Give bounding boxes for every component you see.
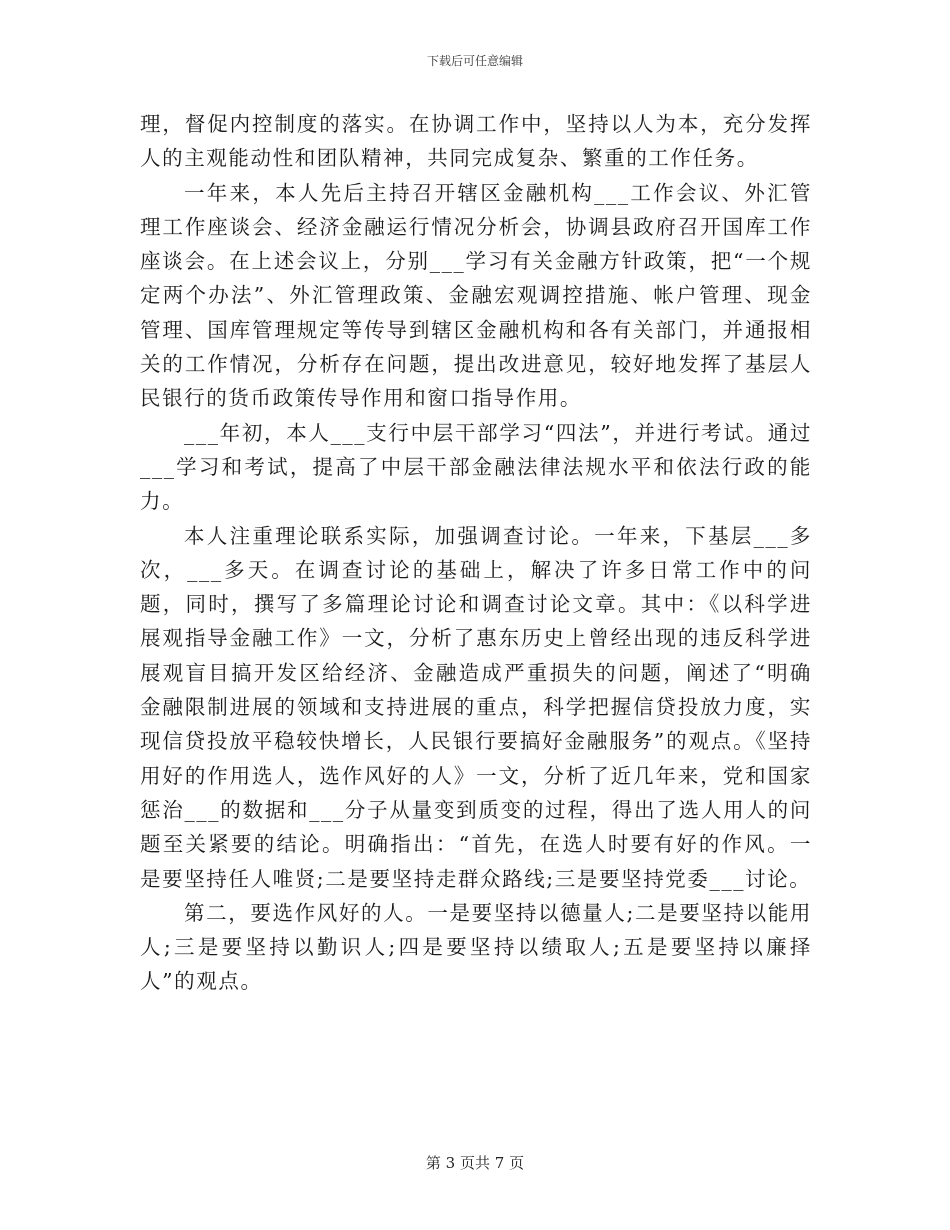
paragraph-5: 第二，要选作风好的人。一是要坚持以德量人;二是要坚持以能用人;三是要坚持以勤识人;四是要坚持以绩取人;五是要坚持以廉择人”的观点。: [140, 900, 812, 994]
paragraph-1: 理，督促内控制度的落实。在协调工作中，坚持以人为本，充分发挥人的主观能动性和团队精神，共同完成复杂、繁重的工作任务。: [140, 112, 812, 171]
paragraph-2: 一年来，本人先后主持召开辖区金融机构___工作会议、外汇管理工作座谈会、经济金融运行情况分析会，协调县政府召开国库工作座谈会。在上述会议上，分别___学习有关金融方针政策，把“一个规定两个办法”、外汇管理政策、金融宏观调控措施、帐户管理、现金管理、国库管理规定等传导到辖区金融机构和各有关部门，并通报相关的工作情况，分析存在问题，提出改进意见，较好地发挥了基层人民银行的货币政策传导作用和窗口指导作用。: [140, 180, 812, 411]
document-body: [140, 107, 812, 999]
paragraph-3: ___年初，本人___支行中层干部学习“四法”，并进行考试。通过___学习和考试，提高了中层干部金融法律法规水平和依法行政的能力。: [140, 420, 812, 514]
page-number: 第 3 页共 7 页: [425, 1154, 525, 1172]
page-header-note: 下载后可任意编辑: [426, 54, 523, 68]
paragraph-4: 本人注重理论联系实际，加强调查讨论。一年来，下基层___多次，___多天。在调查讨论的基础上，解决了许多日常工作中的问题，同时，撰写了多篇理论讨论和调查讨论文章。其中：《以科学进展观指导金融工作》一文，分析了惠东历史上曾经出现的违反科学进展观盲目搞开发区给经济、金融造成严重损失的问题，阐述了“明确金融限制进展的领域和支持进展的重点，科学把握信贷投放力度，实现信贷投放平稳较快增长，人民银行要搞好金融服务”的观点。《坚持用好的作用选人，选作风好的人》一文，分析了近几年来，党和国家惩治___的数据和___分子从量变到质变的过程，得出了选人用人的问题至关紧要的结论。明确指出：“首先，在选人时要有好的作风。一是要坚持任人唯贤;二是要坚持走群众路线;三是要坚持党委___讨论。: [140, 523, 812, 891]
